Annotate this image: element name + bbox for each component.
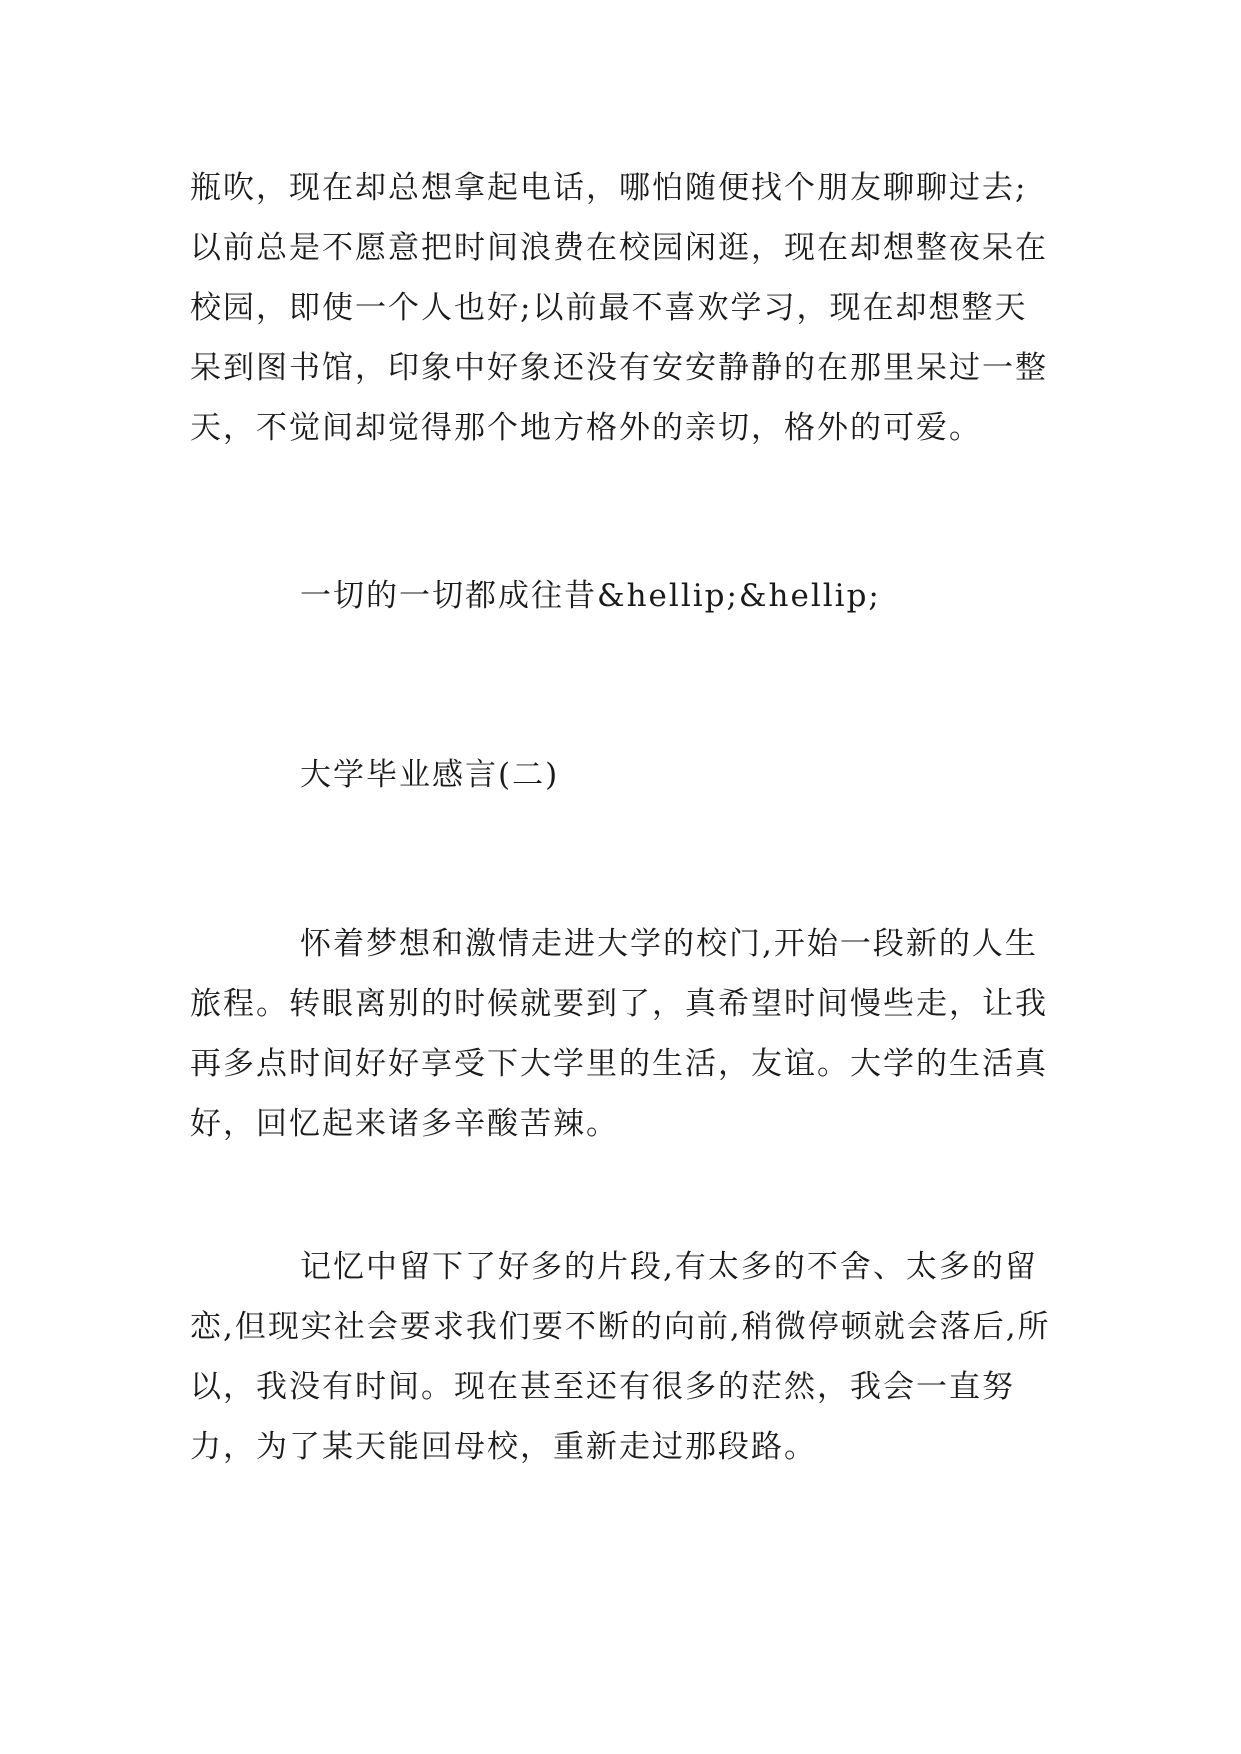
paragraph-memories: 记忆中留下了好多的片段,有太多的不舍、太多的留恋,但现实社会要求我们要不断的向前,稍微停顿就会落后,所以，我没有时间。现在甚至还有很多的茫然，我会一直努力，为了某天能回母校，重新走过那段路。: [190, 1249, 1051, 1465]
section-heading: 大学毕业感言(二): [300, 757, 560, 793]
paragraph-continuation: 瓶吹，现在却总想拿起电话，哪怕随便找个朋友聊聊过去;以前总是不愿意把时间浪费在校园闲逛，现在却想整夜呆在校园，即使一个人也好;以前最不喜欢学习，现在却想整天呆到图书馆，印象中好象还没有安安静静的在那里呆过一整天，不觉间却觉得那个地方格外的亲切，格外的可爱。: [190, 170, 1048, 446]
paragraph-dreams: 怀着梦想和激情走进大学的校门,开始一段新的人生旅程。转眼离别的时候就要到了，真希望时间慢些走，让我再多点时间好好享受下大学里的生活，友谊。大学的生活真好，回忆起来诸多辛酸苦辣。: [190, 926, 1048, 1142]
paragraph-past-line: 一切的一切都成往昔&hellip;&hellip;: [300, 578, 881, 614]
